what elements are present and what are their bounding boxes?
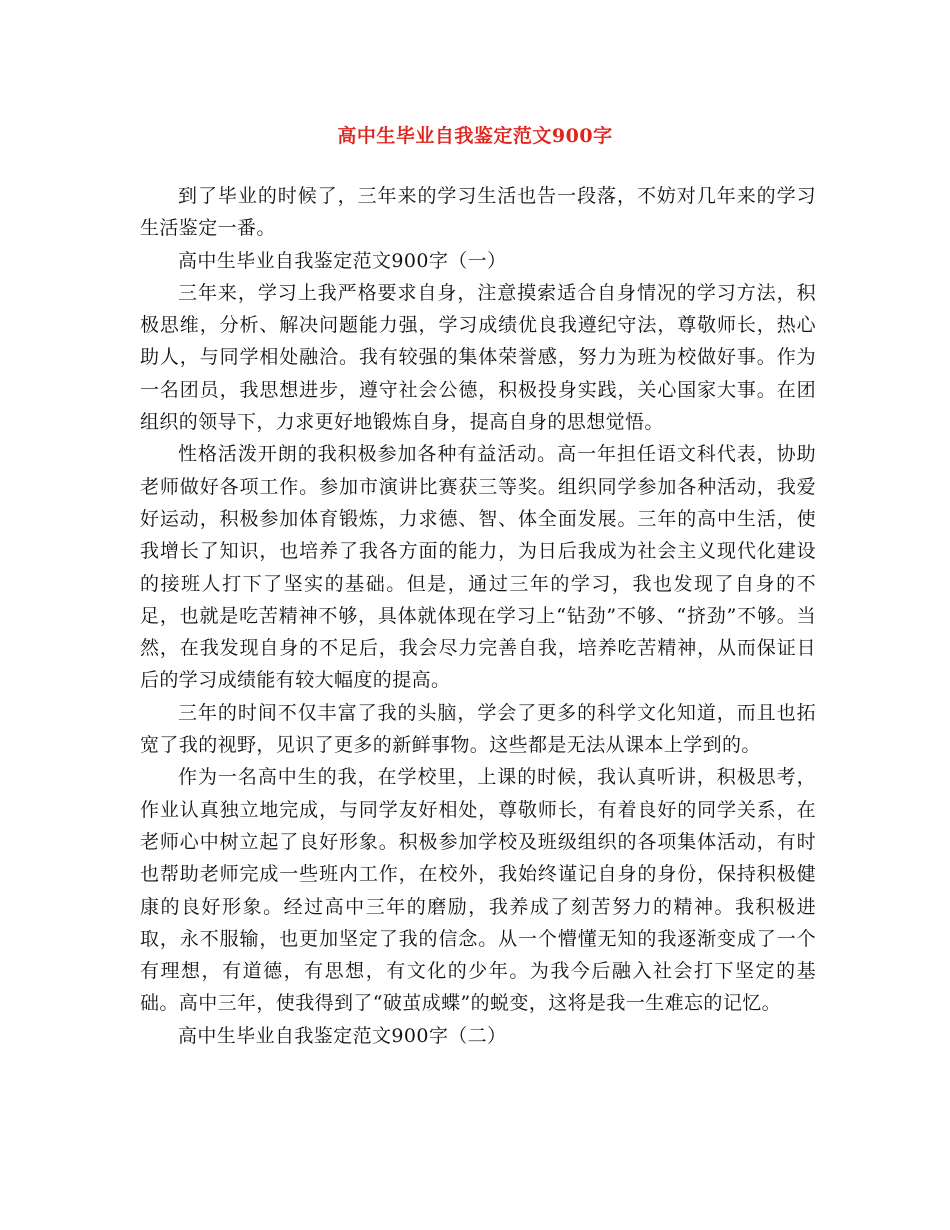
paragraph-horizons: 三年的时间不仅丰富了我的头脑，学会了更多的科学文化知道，而且也拓宽了我的视野，见识了更多的新鲜事物。这些都是无法从课本上学到的。 — [140, 701, 816, 757]
paragraph-intro: 到了毕业的时候了，三年来的学习生活也告一段落，不妨对几年来的学习生活鉴定一番。 — [140, 185, 816, 240]
document-title: 高中生毕业自我鉴定范文900字 — [337, 125, 613, 147]
paragraph-study: 三年来，学习上我严格要求自身，注意摸索适合自身情况的学习方法，积极思维，分析、解决问题能力强，学习成绩优良我遵纪守法，尊敬师长，热心助人，与同学相处融洽。我有较强的集体荣誉感，努力为班为校做好事。作为一名团员，我思想进步，遵守社会公德，积极投身实践，关心国家大事。在团组织的领导下，力求更好地锻炼自身，提高自身的思想觉悟。 — [140, 281, 816, 434]
paragraph-student-life: 作为一名高中生的我，在学校里，上课的时候，我认真听讲，积极思考，作业认真独立地完成，与同学友好相处，尊敬师长，有着良好的同学关系，在老师心中树立起了良好形象。积极参加学校及班级组织的各项集体活动，有时也帮助老师完成一些班内工作，在校外，我始终谨记自身的身份，保持积极健康的良好形象。经过高中三年的磨励，我养成了刻苦努力的精神。我积极进取，永不服输，也更加坚定了我的信念。从一个懵懂无知的我逐渐变成了一个有理想，有道德，有思想，有文化的少年。为我今后融入社会打下坚定的基础。高中三年，使我得到了“破茧成蝶”的蜕变，这将是我一生难忘的记忆。 — [140, 766, 816, 1015]
paragraph-activities: 性格活泼开朗的我积极参加各种有益活动。高一年担任语文科代表，协助老师做好各项工作。参加市演讲比赛获三等奖。组织同学参加各种活动，我爱好运动，积极参加体育锻炼，力求德、智、体全面发展。三年的高中生活，使我增长了知识，也培养了我各方面的能力，为日后我成为社会主义现代化建设的接班人打下了坚实的基础。但是，通过三年的学习，我也发现了自身的不足，也就是吃苦精神不够，具体就体现在学习上“钻劲”不够、“挤劲”不够。当然，在我发现自身的不足后，我会尽力完善自我，培养吃苦精神，从而保证日后的学习成绩能有较大幅度的提高。 — [140, 443, 816, 692]
document-body — [140, 180, 816, 1052]
section-heading-two: 高中生毕业自我鉴定范文900字（二） — [178, 1024, 507, 1047]
section-heading-one: 高中生毕业自我鉴定范文900字（一） — [178, 249, 507, 272]
